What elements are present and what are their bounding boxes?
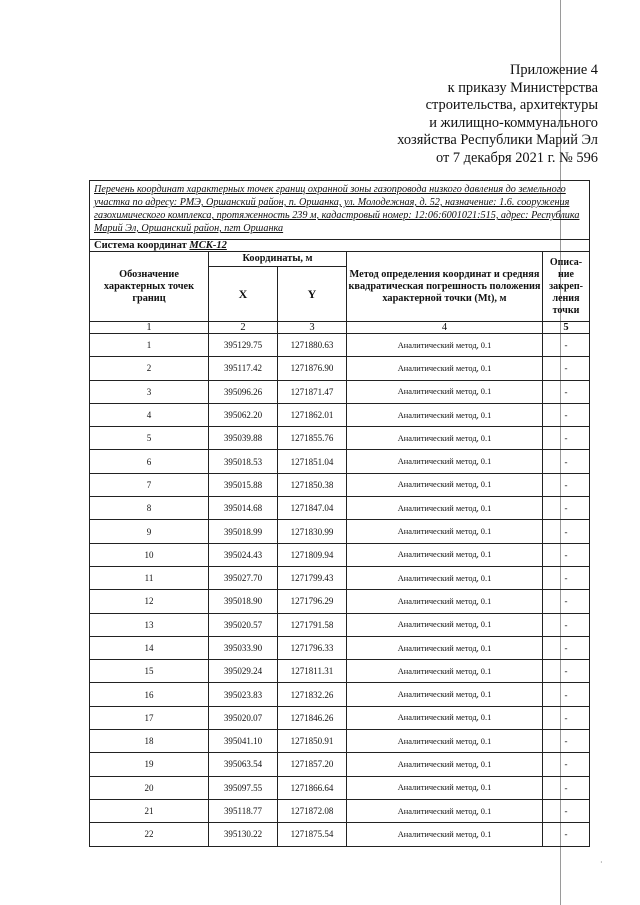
coordinate-system-row [90, 240, 590, 252]
description-cell: - [543, 799, 590, 822]
y-coordinate-cell: 1271857.20 [278, 753, 347, 776]
y-coordinate-cell: 1271875.54 [278, 823, 347, 846]
method-cell: Аналитический метод, 0.1 [347, 683, 543, 706]
y-coordinate-cell: 1271811.31 [278, 660, 347, 683]
x-coordinate-cell: 395062.20 [209, 403, 278, 426]
column-header-point: Обозначение характерных точек границ [90, 252, 209, 322]
y-coordinate-cell: 1271796.29 [278, 590, 347, 613]
scan-mark: · [600, 858, 603, 867]
header-line: хозяйства Республики Марий Эл [397, 132, 598, 149]
point-number-cell: 7 [90, 473, 209, 496]
table-row [90, 799, 590, 822]
x-coordinate-cell: 395029.24 [209, 660, 278, 683]
header-line: к приказу Министерства [447, 79, 598, 96]
y-coordinate-cell: 1271855.76 [278, 427, 347, 450]
table-row [90, 334, 590, 357]
y-coordinate-cell: 1271851.04 [278, 450, 347, 473]
point-number-cell: 20 [90, 776, 209, 799]
description-cell: - [543, 497, 590, 520]
description-cell: - [543, 660, 590, 683]
method-cell: Аналитический метод, 0.1 [347, 776, 543, 799]
description-cell: - [543, 730, 590, 753]
x-coordinate-cell: 395023.83 [209, 683, 278, 706]
point-number-cell: 15 [90, 660, 209, 683]
column-header-y: Y [278, 267, 347, 322]
method-cell: Аналитический метод, 0.1 [347, 543, 543, 566]
point-number-cell: 5 [90, 427, 209, 450]
y-coordinate-cell: 1271847.04 [278, 497, 347, 520]
method-cell: Аналитический метод, 0.1 [347, 450, 543, 473]
description-cell: - [543, 683, 590, 706]
point-number-cell: 14 [90, 636, 209, 659]
header-line: и жилищно-коммунального [429, 114, 598, 131]
x-coordinate-cell: 395041.10 [209, 730, 278, 753]
table-row [90, 613, 590, 636]
x-coordinate-cell: 395027.70 [209, 566, 278, 589]
method-cell: Аналитический метод, 0.1 [347, 636, 543, 659]
coordinate-system-label: Система координат [94, 240, 190, 251]
y-coordinate-cell: 1271809.94 [278, 543, 347, 566]
y-coordinate-cell: 1271796.33 [278, 636, 347, 659]
method-cell: Аналитический метод, 0.1 [347, 706, 543, 729]
x-coordinate-cell: 395018.90 [209, 590, 278, 613]
header-line: от 7 декабря 2021 г. № 596 [435, 149, 598, 166]
method-cell: Аналитический метод, 0.1 [347, 730, 543, 753]
point-number-cell: 19 [90, 753, 209, 776]
y-coordinate-cell: 1271872.08 [278, 799, 347, 822]
coordinate-system-value: МСК-12 [189, 240, 227, 251]
table-row [90, 776, 590, 799]
table-row [90, 403, 590, 426]
y-coordinate-cell: 1271799.43 [278, 566, 347, 589]
table-row [90, 823, 590, 846]
description-cell: - [543, 380, 590, 403]
point-number-cell: 2 [90, 357, 209, 380]
header-line: Приложение 4 [509, 62, 598, 78]
y-coordinate-cell: 1271866.64 [278, 776, 347, 799]
x-coordinate-cell: 395129.75 [209, 334, 278, 357]
table-row [90, 497, 590, 520]
description-cell: - [543, 636, 590, 659]
method-cell: Аналитический метод, 0.1 [347, 473, 543, 496]
column-header-x: X [209, 267, 278, 322]
y-coordinate-cell: 1271850.91 [278, 730, 347, 753]
y-coordinate-cell: 1271862.01 [278, 403, 347, 426]
column-number: 2 [209, 322, 278, 334]
method-cell: Аналитический метод, 0.1 [347, 497, 543, 520]
x-coordinate-cell: 395117.42 [209, 357, 278, 380]
method-cell: Аналитический метод, 0.1 [347, 357, 543, 380]
table-row [90, 520, 590, 543]
x-coordinate-cell: 395118.77 [209, 799, 278, 822]
column-header-description: Описа-ние закреп-ления точки [543, 252, 590, 322]
point-number-cell: 3 [90, 380, 209, 403]
table-row [90, 590, 590, 613]
method-cell: Аналитический метод, 0.1 [347, 403, 543, 426]
x-coordinate-cell: 395130.22 [209, 823, 278, 846]
y-coordinate-cell: 1271871.47 [278, 380, 347, 403]
coordinates-table [89, 180, 590, 847]
method-cell: Аналитический метод, 0.1 [347, 823, 543, 846]
table-row [90, 357, 590, 380]
method-cell: Аналитический метод, 0.1 [347, 520, 543, 543]
point-number-cell: 11 [90, 566, 209, 589]
x-coordinate-cell: 395018.53 [209, 450, 278, 473]
y-coordinate-cell: 1271832.26 [278, 683, 347, 706]
x-coordinate-cell: 395020.57 [209, 613, 278, 636]
x-coordinate-cell: 395018.99 [209, 520, 278, 543]
appendix-header [330, 62, 598, 168]
column-number: 4 [347, 322, 543, 334]
method-cell: Аналитический метод, 0.1 [347, 334, 543, 357]
x-coordinate-cell: 395024.43 [209, 543, 278, 566]
description-cell: - [543, 753, 590, 776]
table-row [90, 660, 590, 683]
x-coordinate-cell: 395014.68 [209, 497, 278, 520]
column-numbers-row [90, 322, 590, 334]
table-row [90, 730, 590, 753]
column-number: 5 [543, 322, 590, 334]
point-number-cell: 22 [90, 823, 209, 846]
x-coordinate-cell: 395097.55 [209, 776, 278, 799]
description-cell: - [543, 823, 590, 846]
x-coordinate-cell: 395033.90 [209, 636, 278, 659]
method-cell: Аналитический метод, 0.1 [347, 660, 543, 683]
table-row [90, 380, 590, 403]
method-cell: Аналитический метод, 0.1 [347, 590, 543, 613]
point-number-cell: 16 [90, 683, 209, 706]
y-coordinate-cell: 1271791.58 [278, 613, 347, 636]
description-cell: - [543, 566, 590, 589]
table-row [90, 753, 590, 776]
table-row [90, 473, 590, 496]
table-row [90, 427, 590, 450]
column-number: 3 [278, 322, 347, 334]
point-number-cell: 18 [90, 730, 209, 753]
x-coordinate-cell: 395020.07 [209, 706, 278, 729]
column-header-method: Метод определения координат и средняя квадратическая погрешность положения характерной точки (Mt), м [347, 252, 543, 322]
table-row [90, 636, 590, 659]
point-number-cell: 10 [90, 543, 209, 566]
method-cell: Аналитический метод, 0.1 [347, 566, 543, 589]
table-row [90, 706, 590, 729]
description-cell: - [543, 403, 590, 426]
column-number: 1 [90, 322, 209, 334]
x-coordinate-cell: 395015.88 [209, 473, 278, 496]
point-number-cell: 21 [90, 799, 209, 822]
table-row [90, 450, 590, 473]
description-cell: - [543, 427, 590, 450]
table-row [90, 543, 590, 566]
point-number-cell: 9 [90, 520, 209, 543]
description-cell: - [543, 776, 590, 799]
table-title: Перечень координат характерных точек границ охранной зоны газопровода низкого давления до земельного участка по адресу: РМЭ, Оршанский район, п. Оршанка, ул. Молодежная, д. 52, назначение: 1.6. сооружения газохимического комплекса, протяженность 239 м, кадастровый номер: 12:06:6001021:515, адрес: Республика Марий Эл, Оршанский район, пгт Оршанка [90, 181, 590, 240]
description-cell: - [543, 357, 590, 380]
description-cell: - [543, 334, 590, 357]
point-number-cell: 6 [90, 450, 209, 473]
method-cell: Аналитический метод, 0.1 [347, 753, 543, 776]
table-row [90, 566, 590, 589]
description-cell: - [543, 543, 590, 566]
method-cell: Аналитический метод, 0.1 [347, 380, 543, 403]
y-coordinate-cell: 1271850.38 [278, 473, 347, 496]
x-coordinate-cell: 395039.88 [209, 427, 278, 450]
description-cell: - [543, 520, 590, 543]
point-number-cell: 13 [90, 613, 209, 636]
description-cell: - [543, 613, 590, 636]
header-line: строительства, архитектуры [425, 97, 598, 114]
method-cell: Аналитический метод, 0.1 [347, 613, 543, 636]
description-cell: - [543, 473, 590, 496]
description-cell: - [543, 450, 590, 473]
x-coordinate-cell: 395063.54 [209, 753, 278, 776]
point-number-cell: 17 [90, 706, 209, 729]
method-cell: Аналитический метод, 0.1 [347, 799, 543, 822]
method-cell: Аналитический метод, 0.1 [347, 427, 543, 450]
x-coordinate-cell: 395096.26 [209, 380, 278, 403]
description-cell: - [543, 706, 590, 729]
point-number-cell: 4 [90, 403, 209, 426]
y-coordinate-cell: 1271830.99 [278, 520, 347, 543]
y-coordinate-cell: 1271846.26 [278, 706, 347, 729]
point-number-cell: 8 [90, 497, 209, 520]
point-number-cell: 12 [90, 590, 209, 613]
column-header-coordinates: Координаты, м [209, 252, 347, 267]
point-number-cell: 1 [90, 334, 209, 357]
table-row [90, 683, 590, 706]
description-cell: - [543, 590, 590, 613]
y-coordinate-cell: 1271876.90 [278, 357, 347, 380]
y-coordinate-cell: 1271880.63 [278, 334, 347, 357]
